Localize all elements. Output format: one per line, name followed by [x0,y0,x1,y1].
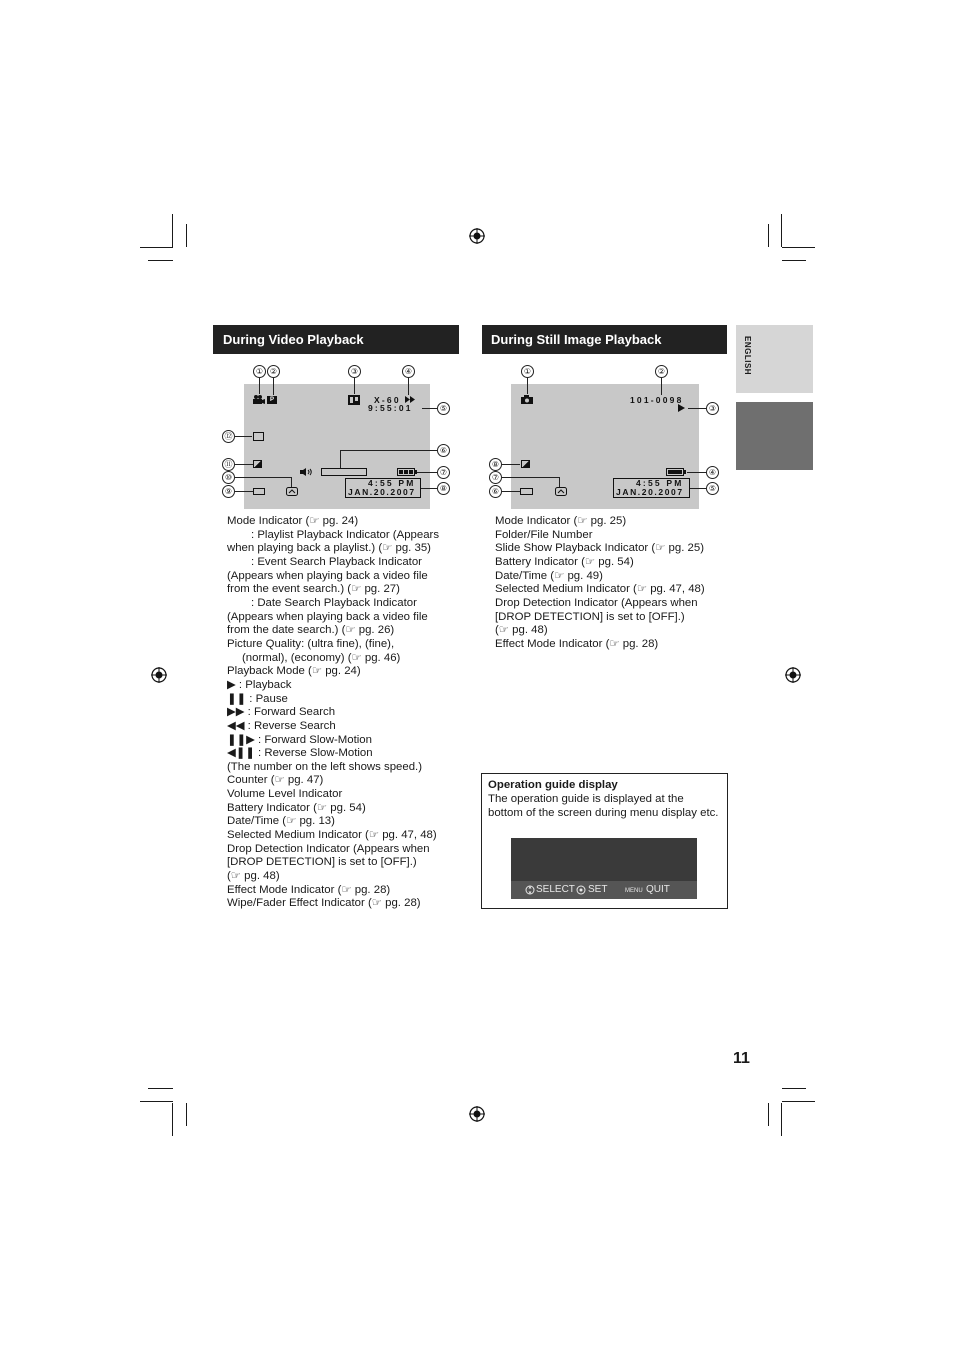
crop-mark [140,1101,173,1102]
date-readout: JAN.20.2007 [348,487,416,497]
callout-7: ⑦ [489,471,502,484]
crop-mark [172,214,173,247]
dpad-icon [576,885,586,895]
leader-line [235,491,253,492]
time-readout: 4:55 PM [368,478,416,488]
registration-mark-icon [785,667,801,683]
leader-line [259,378,260,394]
list-item: Battery Indicator (☞ pg. 54) [227,801,366,814]
battery-icon [666,468,686,476]
leader-line [408,378,409,395]
list-item: Playback Mode (☞ pg. 24) [227,665,361,678]
leader-line [502,477,559,478]
callout-12: ⑫ [222,430,235,443]
callout-4: ④ [706,466,719,479]
list-item: ❚❚▶ : Forward Slow-Motion [227,733,372,746]
list-item: [DROP DETECTION] is set to [OFF].) [495,610,685,623]
quit-label: QUIT [646,884,670,895]
language-tab-label: ENGLISH [743,336,752,376]
list-item: Effect Mode Indicator (☞ pg. 28) [227,883,391,896]
drop-detection-icon [555,487,567,496]
leader-line [340,450,341,468]
list-item: Drop Detection Indicator (Appears when [495,596,698,609]
leader-line [340,450,437,451]
volume-icon [300,468,313,476]
callout-11: ⑪ [222,458,235,471]
still-camera-icon [521,395,533,404]
list-item: Selected Medium Indicator (☞ pg. 47, 48) [227,829,437,842]
dpad-icon [525,885,535,895]
crop-mark [781,1103,782,1136]
leader-line [687,472,706,473]
callout-9: ⑨ [222,485,235,498]
leader-line [417,472,437,473]
leader-line [502,464,520,465]
list-item: : Date Search Playback Indicator [251,596,417,609]
leader-line [690,488,706,489]
playlist-icon: P [267,396,277,404]
callout-2: ② [655,365,668,378]
crop-mark [186,224,187,247]
picture-quality-icon [348,395,360,405]
leader-line [420,488,437,489]
leader-line [688,408,706,409]
list-item: ▶ : Playback [227,678,292,691]
leader-line [422,408,437,409]
crop-mark [768,1103,769,1126]
leader-line [527,378,528,394]
list-item: Volume Level Indicator [227,788,343,801]
crop-mark [768,224,769,247]
callout-10: ⑩ [222,471,235,484]
list-item: (The number on the left shows speed.) [227,760,423,773]
crop-mark [140,247,173,248]
list-item: Wipe/Fader Effect Indicator (☞ pg. 28) [227,897,421,910]
crop-mark [782,247,815,248]
leader-line [235,477,292,478]
list-item: ◀◀ : Reverse Search [227,719,336,732]
video-camera-icon [253,395,265,404]
list-item: Folder/File Number [495,528,593,541]
medium-icon [520,488,533,495]
list-item: (Appears when playing back a video file [227,569,428,582]
crop-mark [782,1101,815,1102]
list-item: Date/Time (☞ pg. 13) [227,815,335,828]
still-playback-header: During Still Image Playback [482,325,727,354]
leader-line [235,464,253,465]
list-item: from the date search.) (☞ pg. 26) [227,624,395,637]
leader-line [291,477,292,487]
list-item: (☞ pg. 48) [227,870,280,883]
list-item: (normal), (economy) (☞ pg. 46) [242,651,401,664]
leader-line [235,436,252,437]
drop-detection-icon [286,487,298,496]
crop-mark [782,260,806,261]
callout-4: ④ [402,365,415,378]
forward-search-icon [405,396,416,403]
list-item: [DROP DETECTION] is set to [OFF].) [227,856,417,869]
leader-line [502,491,520,492]
registration-mark-icon [151,667,167,683]
crop-mark [148,260,173,261]
operation-guide-bar [511,881,697,899]
callout-5: ⑤ [437,402,450,415]
callout-7: ⑦ [437,466,450,479]
registration-mark-icon [469,228,485,244]
leader-line [661,378,662,395]
callout-8: ⑧ [437,482,450,495]
callout-5: ⑤ [706,482,719,495]
registration-mark-icon [469,1106,485,1122]
operation-guide-title: Operation guide display [488,779,618,791]
section-tab [736,402,813,470]
effect-mode-icon [253,460,262,468]
callout-3: ③ [348,365,361,378]
list-item: (☞ pg. 48) [495,624,548,637]
callout-2: ② [267,365,280,378]
list-item: : Playlist Playback Indicator (Appears [251,528,440,541]
volume-level-bar [321,468,367,476]
list-item: : Event Search Playback Indicator [251,555,422,568]
set-label: SET [588,884,608,895]
crop-mark [148,1088,173,1089]
callout-3: ③ [706,402,719,415]
still-indicator-list [495,515,727,652]
counter-readout: 9:55:01 [368,403,413,413]
crop-mark [186,1103,187,1126]
date-readout: JAN.20.2007 [616,487,684,497]
list-item: (Appears when playing back a video file [227,610,428,623]
medium-icon [253,488,265,495]
callout-6: ⑥ [489,485,502,498]
operation-guide-body: The operation guide is displayed at the bottom of the screen during menu display etc. [488,793,719,819]
video-indicator-list [227,515,459,911]
leader-line [559,477,560,487]
list-item: when playing back a playlist.) (☞ pg. 35) [227,542,431,555]
effect-mode-icon [521,460,530,468]
page-number: 11 [733,1050,750,1067]
list-item: ▶▶ : Forward Search [227,706,336,719]
time-readout: 4:55 PM [636,478,684,488]
wipe-effect-icon [253,432,264,441]
list-item: Battery Indicator (☞ pg. 54) [495,555,634,568]
crop-mark [781,214,782,247]
callout-1: ① [253,365,266,378]
leader-line [273,378,274,395]
list-item: ❚❚ : Pause [227,692,288,705]
select-label: SELECT [536,884,575,895]
list-item: Mode Indicator (☞ pg. 25) [495,515,627,527]
menu-label: MENU [625,888,643,894]
list-item: Drop Detection Indicator (Appears when [227,842,430,855]
crop-mark [172,1103,173,1136]
crop-mark [782,1088,806,1089]
playback-speed-readout: X-60 [374,395,401,405]
battery-icon [397,468,417,476]
list-item: ◀❚❚ : Reverse Slow-Motion [227,747,373,760]
slideshow-play-icon [678,404,685,412]
list-item: Date/Time (☞ pg. 49) [495,569,603,582]
list-item: Selected Medium Indicator (☞ pg. 47, 48) [495,583,705,596]
leader-line [354,378,355,394]
list-item: Mode Indicator (☞ pg. 24) [227,515,359,527]
list-item: Slide Show Playback Indicator (☞ pg. 25) [495,542,705,555]
list-item: Effect Mode Indicator (☞ pg. 28) [495,637,659,650]
callout-8: ⑧ [489,458,502,471]
list-item: from the event search.) (☞ pg. 27) [227,583,400,596]
video-playback-header: During Video Playback [213,325,459,354]
list-item: Picture Quality: (ultra fine), (fine), [227,637,395,650]
list-item: Counter (☞ pg. 47) [227,774,324,787]
callout-1: ① [521,365,534,378]
callout-6: ⑥ [437,444,450,457]
file-number-readout: 101-0098 [630,395,684,405]
